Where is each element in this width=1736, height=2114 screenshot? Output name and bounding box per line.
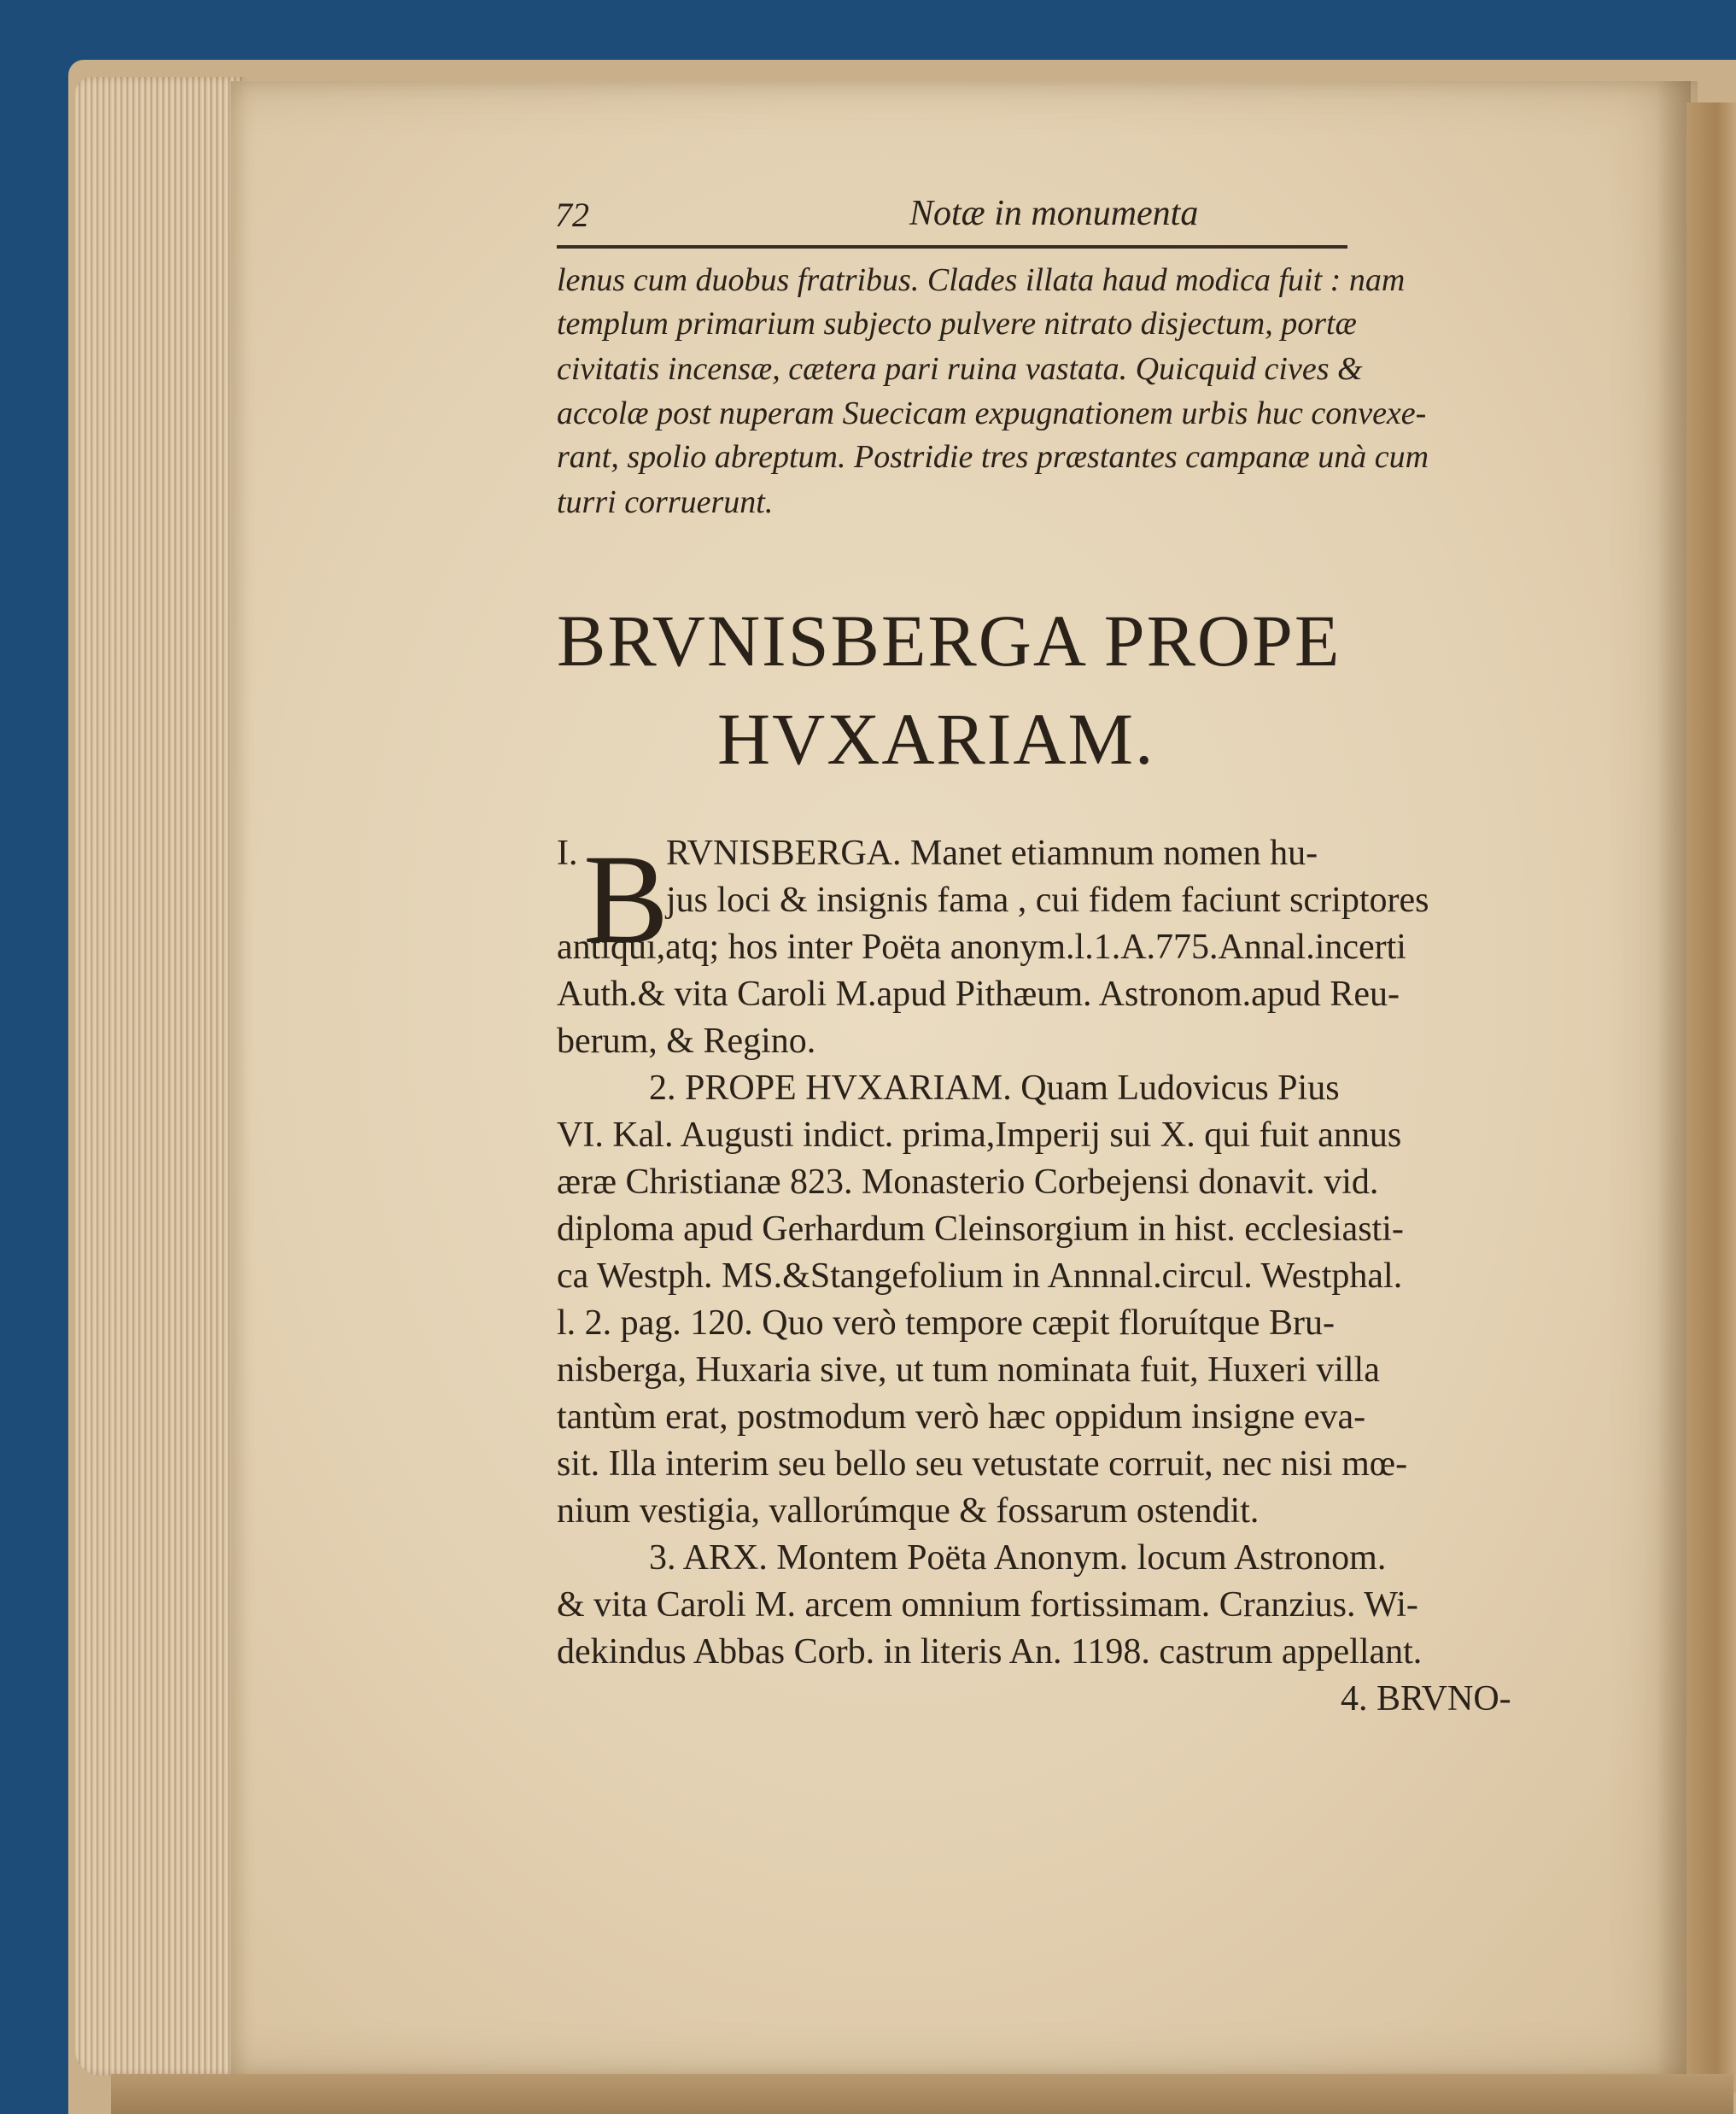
- running-title: Notæ in monumenta: [909, 194, 1199, 233]
- section-heading-line1: BRVNISBERGA PROPE: [557, 600, 1341, 682]
- body-line: nium vestigia, vallorúmque & fossarum ostendit.: [557, 1491, 1260, 1531]
- body-line: diploma apud Gerhardum Cleinsorgium in hist. ecclesiasti-: [557, 1209, 1404, 1249]
- note-line: turri corruerunt.: [557, 484, 774, 520]
- note-line: civitatis incensæ, cætera pari ruina vastata. Quicquid cives &: [557, 351, 1363, 387]
- facing-page-edge: [1686, 102, 1736, 2093]
- body-line: VI. Kal. Augusti indict. prima,Imperij sui X. qui fuit annus: [557, 1116, 1402, 1155]
- section-heading-line2: HVXARIAM.: [717, 698, 1155, 780]
- catchword: 4. BRVNO-: [1341, 1679, 1511, 1719]
- note-line: accolæ post nuperam Suecicam expugnationem urbis huc convexe-: [557, 395, 1427, 431]
- note-line: rant, spolio abreptum. Postridie tres præstantes campanæ unà cum: [557, 439, 1429, 475]
- body-line: jus loci & insignis fama , cui fidem faciunt scriptores: [666, 881, 1429, 920]
- body-line: antiqui,atq; hos inter Poëta anonym.l.1.A.775.Annal.incerti: [557, 928, 1406, 967]
- body-line: ca Westph. MS.&Stangefolium in Annnal.circul. Westphal.: [557, 1256, 1403, 1296]
- page-number: 72: [555, 196, 589, 234]
- drop-cap: B: [583, 829, 669, 970]
- paragraph-number: I.: [557, 834, 578, 873]
- page-edges: [75, 77, 246, 2076]
- book-bottom-edge: [111, 2074, 1733, 2114]
- body-line: nisberga, Huxaria sive, ut tum nominata fuit, Huxeri villa: [557, 1350, 1380, 1390]
- body-line: & vita Caroli M. arcem omnium fortissimam. Cranzius. Wi-: [557, 1585, 1418, 1625]
- body-line: Auth.& vita Caroli M.apud Pithæum. Astronom.apud Reu-: [557, 975, 1400, 1014]
- body-line: 2. PROPE HVXARIAM. Quam Ludovicus Pius: [649, 1069, 1340, 1108]
- gutter-shadow: [1657, 81, 1691, 2076]
- header-rule: [557, 245, 1347, 249]
- body-line: l. 2. pag. 120. Quo verò tempore cæpit floruítque Bru-: [557, 1303, 1335, 1343]
- body-line: 3. ARX. Montem Poëta Anonym. locum Astronom.: [649, 1538, 1387, 1578]
- body-line: RVNISBERGA. Manet etiamnum nomen hu-: [666, 834, 1318, 873]
- body-line: berum, & Regino.: [557, 1022, 816, 1061]
- body-line: dekindus Abbas Corb. in literis An. 1198. castrum appellant.: [557, 1632, 1423, 1672]
- note-line: lenus cum duobus fratribus. Clades illata haud modica fuit : nam: [557, 262, 1406, 298]
- body-line: æræ Christianæ 823. Monasterio Corbejensi donavit. vid.: [557, 1162, 1379, 1202]
- body-line: sit. Illa interim seu bello seu vetustate corruit, nec nisi mœ-: [557, 1444, 1408, 1484]
- note-line: templum primarium subjecto pulvere nitrato disjectum, portæ: [557, 306, 1357, 342]
- body-line: tantùm erat, postmodum verò hæc oppidum insigne eva-: [557, 1397, 1366, 1437]
